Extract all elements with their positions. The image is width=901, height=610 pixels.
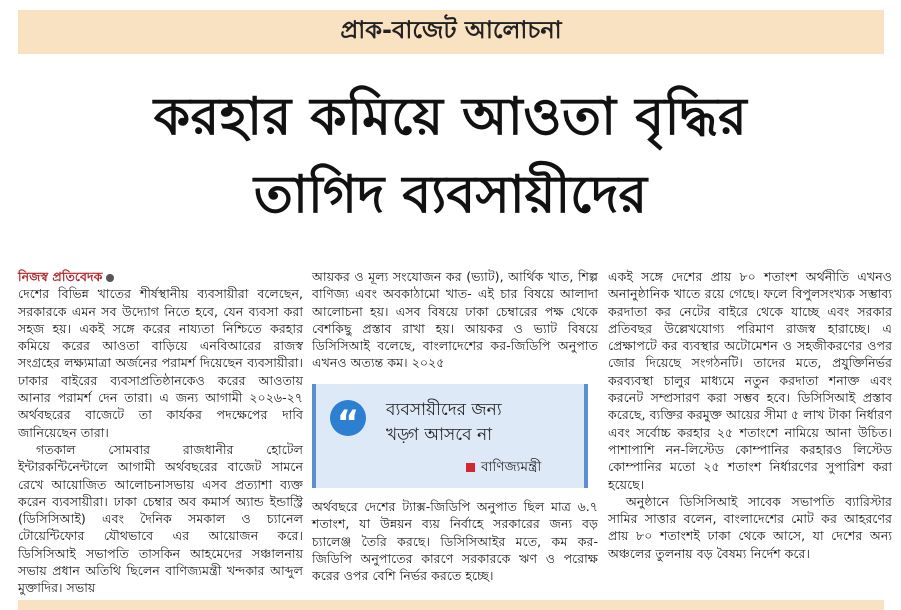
paragraph: দেশের বিভিন্ন খাতের শীর্ষস্থানীয় ব্যবসায়ীরা বলেছেন, সরকারকে এমন সব উদ্যোগ নিতে হবে, যেন ব্যবসা করা সহজ হয়। একই সঙ্গে করের নায্যতা নিশ্চিতে করহার কমিয়ে করের আওতা বাড়িয়ে এনবিআরের রাজস্ব সংগ্রহের লক্ষ্যমাত্রা অর্জনের পরামর্শ দিয়েছেন ব্যবসায়ীরা। ঢাকার বাইরের ব্যবসাপ্রতিষ্ঠানকেও করের আওতায় আনার পরামর্শ দেন তারা। এ জন্য আগামী ২০২৬-২৭ অর্থবছরের বাজেটে তা কার্যকর পদক্ষেপের দাবি জানিয়েছেন তারা।: [18, 286, 303, 440]
article-column-1: [18, 268, 303, 597]
article-column-2: [312, 268, 598, 372]
paragraph: অনুষ্ঠানে ডিসিসিআই সাবেক সভাপতি ব্যারিস্টার সামির সাত্তার বলেন, বাংলাদেশের মোট কর আহরণের প্রায় ৮০ শতাংশই ঢাকা থেকে আসে, যা দেশের অন্য অঞ্চলের তুলনায় বড় বৈষম্য নির্দেশ করে।: [608, 493, 892, 561]
headline: [0, 78, 901, 234]
pull-quote-source-label: বাণিজ্যমন্ত্রী: [481, 459, 542, 475]
section-kicker: প্রাক-বাজেট আলোচনা: [18, 10, 884, 54]
byline: নিজস্ব প্রতিবেদক: [18, 269, 103, 284]
article-column-2-bottom: [312, 498, 598, 584]
headline-line-2: তাগিদ ব্যবসায়ীদের: [253, 165, 648, 225]
byline-row: [18, 268, 303, 285]
headline-line-1: করহার কমিয়ে আওতা বৃদ্ধির: [153, 87, 748, 147]
paragraph: অর্থবছরে দেশের ট্যাক্স-জিডিপি অনুপাত ছিল মাত্র ৬.৭ শতাংশ, যা উন্নয়ন ব্যয় নির্বাহে সরকারের জন্য বড় চ্যালেঞ্জ তৈরি করছে। ডিসিসিআইর মতে, কম কর-জিডিপি অনুপাতের কারণে সরকারকে ঋণ ও পরোক্ষ করের ওপর বেশি নির্ভর করতে হচ্ছে।: [312, 499, 598, 584]
red-square-icon: [466, 463, 475, 472]
bottom-bar: [18, 600, 884, 610]
pull-quote-source: [466, 456, 541, 479]
paragraph: একই সঙ্গে দেশের প্রায় ৮০ শতাংশ অর্থনীতি এখনও অনানুষ্ঠানিক খাতে রয়ে গেছে। ফলে বিপুলসংখ্যক সম্ভাব্য করদাতা কর নেটের বাইরে থেকে যাচ্ছে এবং সরকার প্রতিবছর উল্লেখযোগ্য পরিমাণ রাজস্ব হারাচ্ছে। এ প্রেক্ষাপটে কর ব্যবস্থার অটোমেশন ও সহজীকরণের ওপর জোর দিয়েছে সংগঠনটি। তাদের মতে, প্রযুক্তিনির্ভর করব্যবস্থা চালুর মাধ্যমে নতুন করদাতা শনাক্ত এবং করনেট সম্প্রসারণ করা সম্ভব হবে। ডিসিসিআই প্রস্তাব করেছে, ব্যক্তির করমুক্ত আয়ের সীমা ৫ লাখ টাকা নির্ধারণ এবং সর্বোচ্চ করহার ২৫ শতাংশে নামিয়ে আনা উচিত। পাশাপাশি নন-লিস্টেড কোম্পানির করহারও লিস্টেড কোম্পানির মতো ২৫ শতাংশ নির্ধারণের সুপারিশ করা হয়েছে।: [608, 269, 892, 492]
paragraph: আয়কর ও মূল্য সংযোজন কর (ভ্যাট), আর্থিক খাত, শিল্প বাণিজ্য এবং অবকাঠামো খাত- এই চার বিষয়ে আলাদা আলোচনা হয়। এসব বিষয়ে ঢাকা চেম্বারের পক্ষ থেকে বেশকিছু প্রস্তাব রাখা হয়। আয়কর ও ভ্যাট বিষয়ে ডিসিসিআই বলেছে, বাংলাদেশের কর-জিডিপি অনুপাত এখনও অত্যন্ত কম। ২০২৫: [312, 269, 598, 371]
pull-quote: [312, 384, 588, 488]
paragraph: গতকাল সোমবার রাজধানীর হোটেল ইন্টারকন্টিনেন্টালে আগামী অর্থবছরের বাজেট সামনে রেখে আয়োজিত আলোচনাসভায় এসব প্রত্যাশা ব্যক্ত করেন ব্যবসায়ীরা। ঢাকা চেম্বার অব কমার্স অ্যান্ড ইন্ডাস্ট্রি (ডিসিসিআই) এবং দৈনিক সমকাল ও চ্যানেল টোয়েন্টিফোর যৌথভাবে এর আয়োজন করে। ডিসিসিআই সভাপতি তাসকিন আহমেদের সঞ্চালনায় সভায় প্রধান অতিথি ছিলেন বাণিজ্যমন্ত্রী খন্দকার আব্দুল মুক্তাদির। সভায়: [18, 441, 303, 596]
pull-quote-line-2: খড়্গ আসবে না: [386, 425, 493, 445]
pull-quote-text: [386, 398, 502, 448]
quote-icon: “: [330, 400, 366, 436]
pull-quote-line-1: ব্যবসায়ীদের জন্য: [386, 400, 502, 420]
article-column-3: [608, 268, 892, 562]
byline-dot-icon: [106, 274, 114, 282]
